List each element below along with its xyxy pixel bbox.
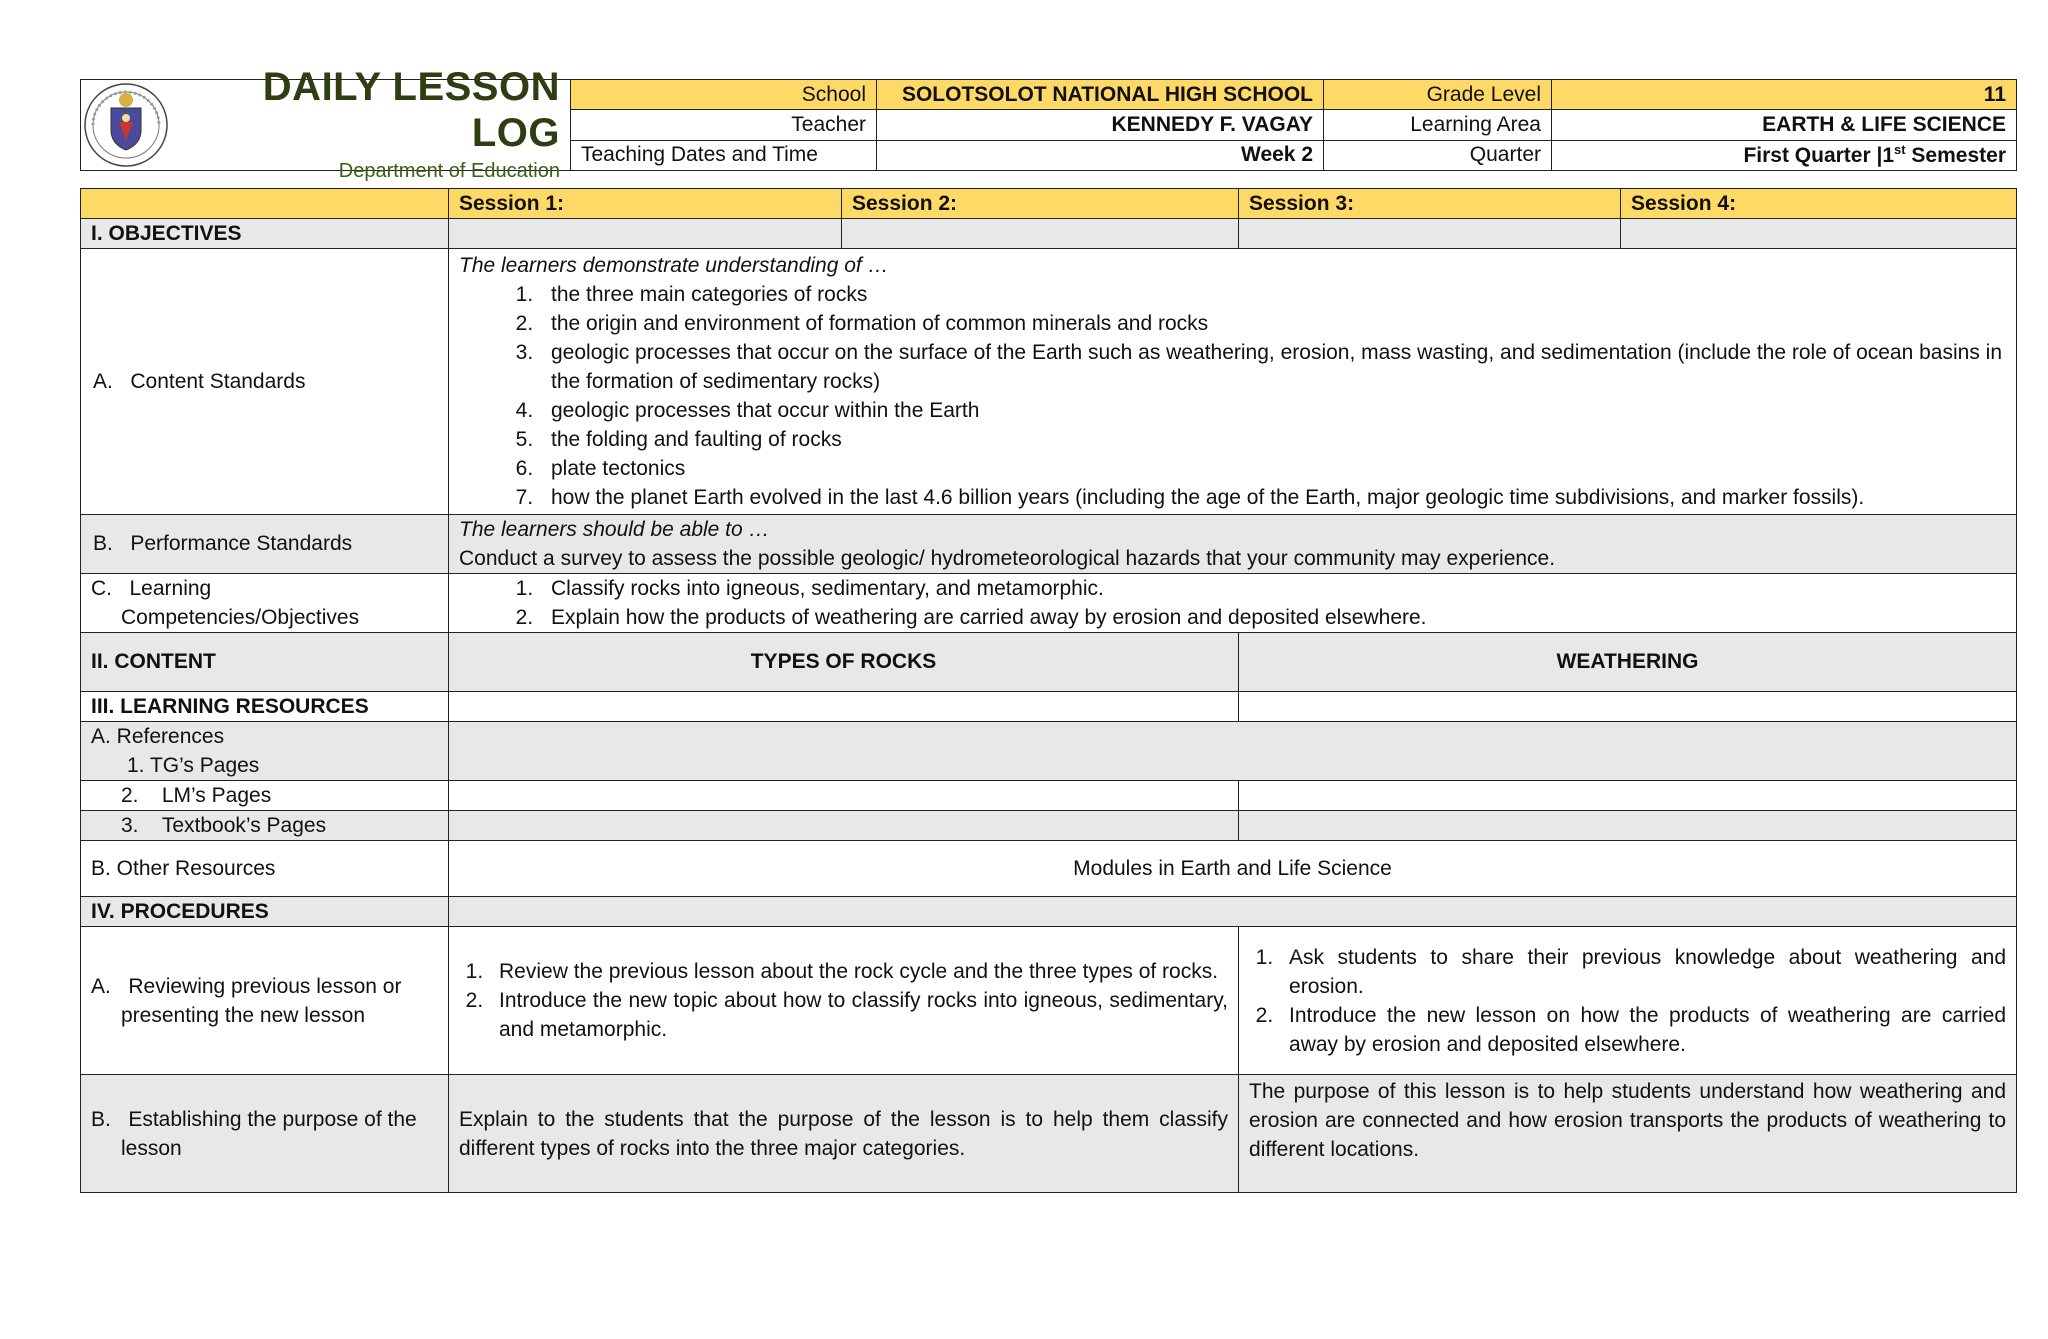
procedure-b-session-3: The purpose of this lesson is to help students understand how weathering and erosion are connected and how erosion transports the products of weathering to different locations. [1239,1075,2017,1193]
list-item: 1. Ask students to share their previous knowledge about weathering and erosion. [1279,943,2006,1001]
content-topic-1: TYPES OF ROCKS [449,633,1239,692]
quarter-semester: Semester [1905,144,2006,168]
procedure-a-left-list [459,957,1228,1044]
procedures-heading: IV. PROCEDURES [81,897,449,927]
objectives-session-2 [842,219,1239,249]
performance-standards-cell [449,515,2017,574]
grade-value: 11 [1552,80,2017,110]
procedure-a-session-3 [1239,927,2017,1075]
references-heading: A. References [91,725,225,748]
dates-value: Week 2 [877,140,1324,170]
content-standards-intro: The learners demonstrate understanding of … [459,254,889,277]
list-item: 1. Classify rocks into igneous, sedimentary, and metamorphic. [539,574,2006,603]
list-item: 7. how the planet Earth evolved in the last 4.6 billion years (including the age of the Earth, major geologic time subdivisions, and marker fossils). [539,483,2006,512]
quarter-value [1552,140,2017,170]
session-4-header: Session 4: [1621,189,2017,219]
header [80,65,2017,182]
logo-cell [81,65,571,182]
resources-heading: III. LEARNING RESOURCES [81,692,449,722]
content-standards-cell [449,249,2017,515]
procedure-a-right-list [1249,943,2006,1059]
tg-pages-label: 1. TG’s Pages [127,754,260,777]
lm-pages-label: 2. LM’s Pages [81,781,449,811]
textbook-pages-label: 3. Textbook’s Pages [81,811,449,841]
session-header-blank [81,189,449,219]
content-standards-list [459,280,2006,512]
lesson-table [80,188,2017,1193]
deped-seal-logo [83,82,169,168]
page-title: DAILY LESSON LOG [262,65,560,155]
lm-pages-cell-2 [1239,781,2017,811]
objectives-session-4 [1621,219,2017,249]
competencies-label: C. Learning Competencies/Objectives [81,574,449,633]
area-value: EARTH & LIFE SCIENCE [1552,110,2017,140]
procedure-a-session-1 [449,927,1239,1075]
resources-cell-1 [449,692,1239,722]
list-item: 1. Review the previous lesson about the rock cycle and the three types of rocks. [489,957,1228,986]
quarter-sup: st [1894,142,1906,158]
procedure-b-session-1: Explain to the students that the purpose of the lesson is to help them classify different types of rocks into the three major categories. [449,1075,1239,1193]
other-resources-value: Modules in Earth and Life Science [449,841,2017,897]
objectives-heading: I. OBJECTIVES [81,219,449,249]
school-label: School [571,80,877,110]
performance-standards-text: Conduct a survey to assess the possible geologic/ hydrometeorological hazards that your community may experience. [459,547,1556,570]
procedure-a-label: A. Reviewing previous lesson or presenting the new lesson [81,927,449,1075]
objectives-session-3 [1239,219,1621,249]
grade-label: Grade Level [1324,80,1552,110]
page-subtitle: Department of Education [338,160,560,182]
competencies-list [459,574,2006,632]
list-item: 2. the origin and environment of formation of common minerals and rocks [539,309,2006,338]
references-label [81,722,449,781]
quarter-label: Quarter [1324,140,1552,170]
lm-pages-cell-1 [449,781,1239,811]
other-resources-label: B. Other Resources [81,841,449,897]
list-item: 1. the three main categories of rocks [539,280,2006,309]
textbook-pages-cell-2 [1239,811,2017,841]
quarter-text: First Quarter |1 [1743,144,1895,168]
performance-standards-label: B. Performance Standards [81,515,449,574]
session-2-header: Session 2: [842,189,1239,219]
competencies-cell [449,574,2017,633]
textbook-pages-cell-1 [449,811,1239,841]
list-item: 2. Introduce the new lesson on how the products of weathering are carried away by erosion and deposited elsewhere. [1279,1001,2006,1059]
list-item: 3. geologic processes that occur on the surface of the Earth such as weathering, erosion, mass wasting, and sedimentation (include the role of ocean basins in the formation of sedimentary rocks) [539,338,2006,396]
content-heading: II. CONTENT [81,633,449,692]
procedure-b-label: B. Establishing the purpose of the lesson [81,1075,449,1193]
resources-cell-2 [1239,692,2017,722]
teacher-value: KENNEDY F. VAGAY [877,110,1324,140]
content-topic-2: WEATHERING [1239,633,2017,692]
list-item: 6. plate tectonics [539,454,2006,483]
list-item: 5. the folding and faulting of rocks [539,425,2006,454]
list-item: 4. geologic processes that occur within the Earth [539,396,2006,425]
session-1-header: Session 1: [449,189,842,219]
content-standards-label: A. Content Standards [81,249,449,515]
school-value: SOLOTSOLOT NATIONAL HIGH SCHOOL [877,80,1324,110]
dates-label: Teaching Dates and Time [571,140,877,170]
area-label: Learning Area [1324,110,1552,140]
list-item: 2. Introduce the new topic about how to classify rocks into igneous, sedimentary, and metamorphic. [489,986,1228,1044]
references-cell [449,722,2017,781]
teacher-label: Teacher [571,110,877,140]
session-3-header: Session 3: [1239,189,1621,219]
objectives-session-1 [449,219,842,249]
procedures-heading-cell [449,897,2017,927]
performance-standards-intro: The learners should be able to … [459,518,770,541]
list-item: 2. Explain how the products of weathering are carried away by erosion and deposited elsewhere. [539,603,2006,632]
